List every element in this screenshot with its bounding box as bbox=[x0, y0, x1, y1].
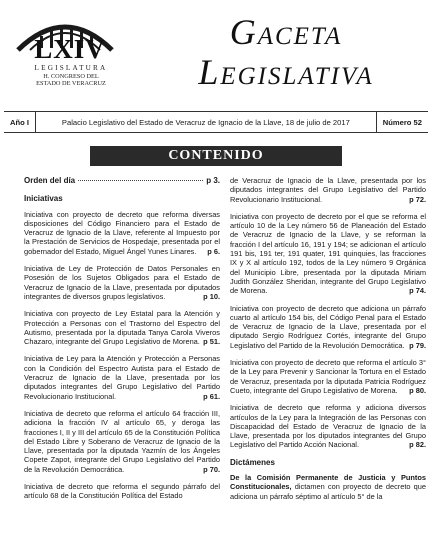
toc-entry-text: Iniciativa de Ley para la Atención y Protección a Personas con la Condición del Espectro Autista para el Estado de Veracruz de Ignacio de la Llave, presentada por los diputados integrantes del Grupo Legislativo del Partido Revolucionario Institucional. bbox=[24, 354, 220, 401]
toc-entry[interactable] bbox=[24, 482, 220, 501]
issue-info-bar bbox=[4, 111, 428, 133]
issue-year: Año I bbox=[10, 117, 29, 127]
toc-entry-page: p 80. bbox=[409, 385, 426, 395]
toc-entry[interactable] bbox=[24, 264, 220, 301]
toc-entry-text: Iniciativa de decreto que reforma el artículo 64 fracción III, adiciona la fracción IV al artículo 65, y deroga las fracciones I, II y III del artículo 65 de la Constitución Política del Estado Libre y Soberano de Veracruz de Ignacio de la Llave, presentada por la diputada Yazmín de los Ángeles Copete Zapot, integrante del Grupo Legislativo del Partido de la Revolución Democrática. bbox=[24, 408, 220, 474]
leader-dots bbox=[78, 180, 203, 181]
masthead bbox=[0, 0, 432, 110]
gazette-title-line-1: Gaceta bbox=[229, 12, 343, 52]
section-dictamenes-heading: Dictámenes bbox=[230, 457, 275, 467]
toc-entry[interactable] bbox=[230, 358, 426, 395]
contents-right-column bbox=[230, 176, 426, 509]
orden-del-dia-label: Orden del día bbox=[24, 176, 76, 185]
toc-entry[interactable] bbox=[24, 354, 220, 400]
toc-entry-text: Iniciativa de Ley de Protección de Datos Personales en Posesión de los Sujetos Obligados para el Estado de Veracruz de Ignacio de la Llave, presentada por diputados integrantes de diversos grupos legislativos. bbox=[24, 264, 220, 301]
toc-entry[interactable] bbox=[24, 309, 220, 346]
toc-entry[interactable] bbox=[230, 473, 426, 501]
toc-entry[interactable] bbox=[230, 212, 426, 296]
toc-entry-text: Iniciativa de decreto que reforma el segundo párrafo del artículo 68 de la Constitución Política del Estado bbox=[24, 482, 220, 501]
toc-entry[interactable] bbox=[230, 304, 426, 350]
toc-entry[interactable] bbox=[230, 176, 426, 204]
toc-entry-text: Iniciativa con proyecto de decreto por el que se reforma el artículo 10 de la Ley número 56 de Planeación del Estado de Veracruz de Ignacio de la Llave, y se reforman la fracción I del artículo 16, 191 y 194; se adicionan el artículo 191 bis, 191 ter, 191 quater, 191 quinquies, las fracciones IX y X al artículo 192, todos de la Ley número 9 Orgánica del Municipio Libre, presentada por la diputada Miriam Judith González Sheridan, integrante del Grupo Legislativo de Morena. bbox=[230, 211, 426, 296]
toc-entry-text: de Veracruz de Ignacio de la Llave, presentada por los diputados integrantes del Grupo Legislativo del Partido Revolucionario Institucional. bbox=[230, 176, 426, 204]
toc-entry-text: Iniciativa con proyecto de decreto que reforma diversas disposiciones del Código Financiero para el Estado de Veracruz de Ignacio de la Llave, referente al Impuesto por la Prestación de Servicios de Hospedaje, presentada por el gobernador del Estado, Miguel Ángel Yunes Linares. bbox=[24, 209, 220, 256]
toc-entry-text: dictamen con proyecto de decreto que adiciona un párrafo séptimo al artículo 5° de la bbox=[230, 482, 426, 501]
legislature-number: LXIV bbox=[34, 34, 106, 64]
congreso-label bbox=[20, 73, 122, 87]
congreso-line-2: ESTADO DE VERACRUZ bbox=[36, 80, 106, 87]
toc-entry-page: p 10. bbox=[203, 291, 220, 301]
orden-del-dia-entry[interactable] bbox=[24, 176, 220, 185]
toc-entry-page: p 79. bbox=[409, 340, 426, 350]
toc-entry-page: p 51. bbox=[203, 337, 220, 347]
section-iniciativas-heading: Iniciativas bbox=[24, 194, 63, 204]
toc-entry-page: p 6. bbox=[207, 246, 220, 256]
toc-entry-page: p 72. bbox=[409, 194, 426, 204]
contents-left-column bbox=[24, 176, 220, 509]
comision-name: De la Comisión Permanente de Justicia y Puntos Constitucionales, bbox=[230, 473, 426, 492]
orden-del-dia-page: p 3. bbox=[206, 176, 220, 185]
toc-entry-text: Iniciativa con proyecto de decreto que reforma el artículo 3° de la Ley para Prevenir y Sancionar la Tortura en el Estado de Veracruz, presentada por la diputada Patricia Rodríguez Cueto, integrante del Grupo Legislativo de Morena. bbox=[230, 358, 426, 395]
toc-entry-page: p 61. bbox=[203, 391, 220, 401]
toc-entry[interactable] bbox=[230, 403, 426, 449]
contents-banner: CONTENIDO bbox=[90, 146, 342, 166]
toc-entry-page: p 74. bbox=[409, 286, 426, 296]
toc-entry[interactable] bbox=[24, 210, 220, 256]
gazette-title-line-2: Legislativa bbox=[198, 52, 374, 92]
legislatura-label: LEGISLATURA bbox=[34, 64, 108, 72]
issue-number: Número 52 bbox=[376, 112, 428, 132]
toc-entry-text: Iniciativa de decreto que reforma y adiciona diversos artículos de la Ley para la Integración de las Personas con Discapacidad del Estado de Veracruz de Ignacio de la Llave, presentada por los diputados integrantes del Grupo Legislativo del Partido Acción Nacional. bbox=[230, 403, 426, 450]
toc-entry-page: p 70. bbox=[203, 464, 220, 474]
issue-place-date: Palacio Legislativo del Estado de Veracruz de Ignacio de la Llave, 18 de julio de 2017 bbox=[35, 112, 376, 132]
toc-entry[interactable] bbox=[24, 409, 220, 474]
toc-entry-page: p 82. bbox=[409, 440, 426, 450]
gazette-title bbox=[148, 12, 424, 92]
toc-entry-text: Iniciativa con proyecto de Ley Estatal para la Atención y Protección a Personas con el Trastorno del Espectro del Autismo, presentada por la diputada Tanya Carola Viveros Chazaro, integrante del Grupo Legislativo de Morena. bbox=[24, 309, 220, 347]
congreso-line-1: H. CONGRESO DEL bbox=[43, 73, 99, 80]
toc-entry-text: Iniciativa con proyecto de decreto que adiciona un párrafo cuarto al artículo 154 bis, del Código Penal para el Estado de Veracruz de Ignacio de la Llave, presentada por el diputado Sergio Rodríguez Cortés, integrante del Grupo Legislativo del Partido de la Revolución Democrática. bbox=[230, 303, 426, 350]
